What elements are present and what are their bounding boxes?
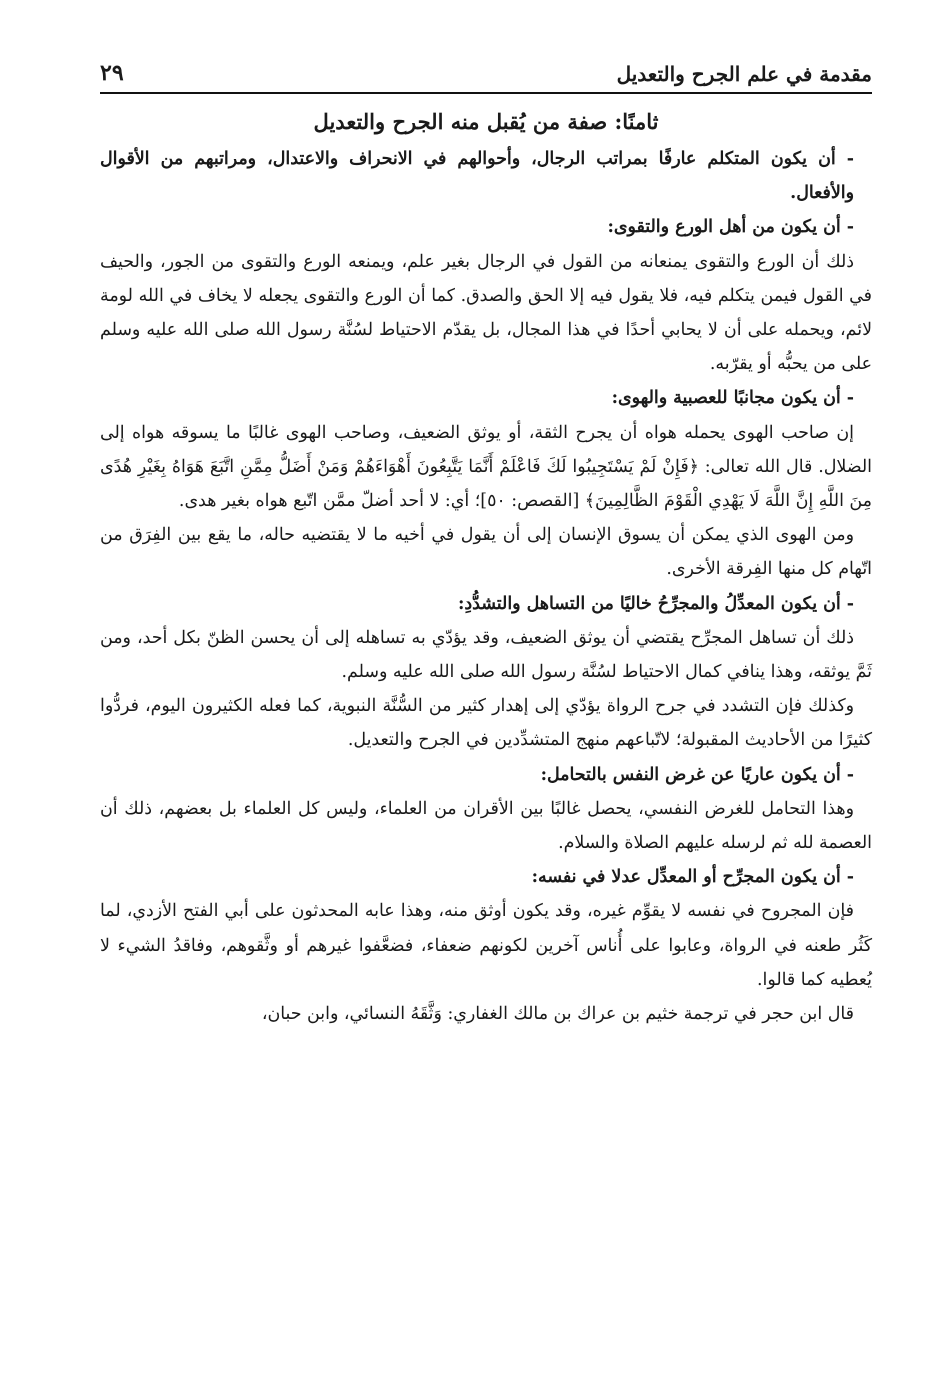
body-paragraph: ذلك أن الورع والتقوى يمنعانه من القول في الرجال بغير علم، ويمنعه الورع والتقوى من الجور، والحيف في القول فيمن يتكلم فيه، فلا يقول فيه إلا الحق والصدق. كما أن الورع والتقوى يجعله لا يخاف في الله لومة لائم، ويحمله على أن لا يحابي أحدًا في هذا المجال، بل يقدّم الاحتياط لسُنَّة رسول الله صلى الله عليه وسلم على من يحبُّه أو يقرّبه. (100, 251, 872, 375)
running-title: مقدمة في علم الجرح والتعديل (616, 62, 872, 86)
criterion-item: - أن يكون المتكلم عارفًا بمراتب الرجال، وأحوالهم في الانحراف والاعتدال، ومراتبهم من الأقوال والأفعال. (100, 149, 854, 204)
body-paragraph: وهذا التحامل للغرض النفسي، يحصل غالبًا بين الأقران من العلماء، وليس كل العلماء بل بعضهم، ذلك أن العصمة لله ثم لرسله عليهم الصلاة والسلام. (100, 798, 872, 854)
criterion-heading: - أن يكون مجانبًا للعصبية والهوى: (611, 388, 854, 409)
body-paragraph: فإن المجروح في نفسه لا يقوِّم غيره، وقد يكون أوثق منه، وهذا عابه المحدثون على أبي الفتح الأزدي، لما كَثُر طعنه في الرواة، وعابوا على أُناس آخرين لكونهم ضعفاء، فضعَّفوا غيرهم أو وثَّقوهم، وفاقدُ الشيء لا يُعطيه كما قالوا. (100, 901, 872, 990)
body-paragraph: ذلك أن تساهل المجرِّح يقتضي أن يوثق الضعيف، وقد يؤدّي به تساهله إلى أن يحسن الظنّ بكل أحد، ومن ثَمَّ يوثقه، وهذا ينافي كمال الاحتياط لسُنَّة رسول الله صلى الله عليه وسلم. (100, 627, 872, 683)
criterion-heading: - أن يكون المجرِّح أو المعدِّل عدلا في نفسه: (531, 867, 854, 888)
criterion-heading: - أن يكون من أهل الورع والتقوى: (607, 217, 854, 238)
criterion-heading: - أن يكون عاريًا عن غرض النفس بالتحامل: (540, 764, 854, 785)
body-paragraph: ومن الهوى الذي يمكن أن يسوق الإنسان إلى أن يقول في أخيه ما لا يقتضيه حاله، ما يقع بين الفِرَق من اتّهام كل منها الفِرقة الأخرى. (100, 525, 872, 580)
body-paragraph: قال ابن حجر في ترجمة خثيم بن عراك بن مالك الغفاري: وَثَّقَهُ النسائي، وابن حبان، (261, 1004, 854, 1025)
body-paragraph: وكذلك فإن التشدد في جرح الرواة يؤدّي إلى إهدار كثير من السُّنَّة النبوية، كما فعله الكثيرون اليوم، فردُّوا كثيرًا من الأحاديث المقبولة؛ لاتّباعهم منهج المتشدِّدين في الجرح والتعديل. (100, 696, 872, 751)
section-title: ثامنًا: صفة من يُقبل منه الجرح والتعديل (313, 109, 659, 134)
criterion-heading: - أن يكون المعدِّلُ والمجرِّحُ خاليًا من التساهل والتشدُّدِ: (458, 593, 854, 614)
page-header (100, 52, 872, 94)
body-paragraph-with-quran-verse: إن صاحب الهوى يحمله هواه أن يجرح الثقة، أو يوثق الضعيف، وصاحب الهوى غالبًا ما يسوقه هواه إلى الضلال. قال الله تعالى: ﴿فَإِنْ لَمْ يَسْتَجِيبُوا لَكَ فَاعْلَمْ أَنَّمَا يَتَّبِعُونَ أَهْوَاءَهُمْ وَمَنْ أَضَلُّ مِمَّنِ اتَّبَعَ هَوَاهُ بِغَيْرِ هُدًى مِنَ اللَّهِ إِنَّ اللَّهَ لَا يَهْدِي الْقَوْمَ الظَّالِمِينَ﴾ [القصص: ٥٠]؛ أي: لا أحد أضلّ ممَّن اتّبع هواه بغير هدى. (100, 422, 872, 512)
page-body (100, 102, 872, 1031)
page-number: ٢٩ (100, 60, 124, 86)
